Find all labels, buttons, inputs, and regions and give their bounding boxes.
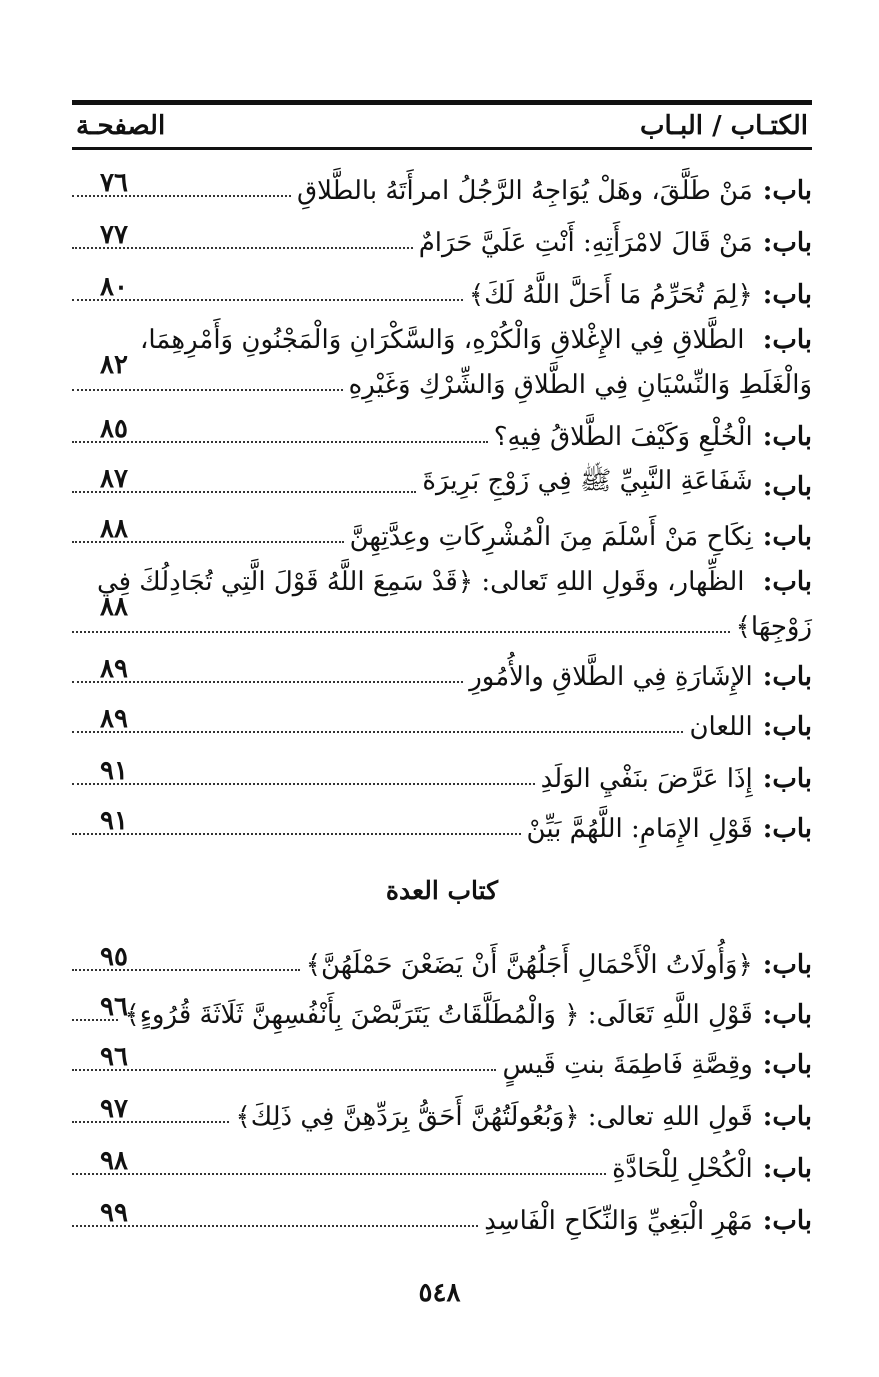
entry-page: ٨٩: [100, 654, 128, 684]
entry-page: ٧٧: [100, 220, 128, 250]
bab-label: باب:: [762, 764, 812, 794]
toc-entry: [72, 166, 812, 206]
bab-label: باب:: [762, 1206, 812, 1236]
bab-label: باب:: [762, 522, 812, 552]
bab-label: باب:: [762, 1154, 812, 1184]
toc-entry: [72, 754, 812, 794]
bab-label: باب:: [762, 814, 812, 844]
bab-label: باب:: [762, 176, 812, 206]
toc-entry: [72, 652, 812, 692]
entry-title: إِذَا عَرَّضَ بنَفْيِ الوَلَدِ: [540, 764, 753, 794]
entry-title: مَهْرِ الْبَغِيِّ وَالنِّكَاحِ الْفَاسِدِ: [484, 1206, 753, 1236]
toc-entry: [72, 1040, 812, 1080]
bab-label: باب:: [762, 472, 812, 502]
entry-title: ﴿وَأُولَاتُ الْأَحْمَالِ أَجَلُهُنَّ أَنْ يَضَعْنَ حَمْلَهُنَّ﴾: [305, 950, 753, 980]
entry-page: ٧٦: [100, 168, 128, 198]
entry-title: مَنْ طَلَّقَ، وهَلْ يُوَاجِهُ الرَّجُلُ امرأَتَهُ بالطَّلاقِ: [296, 176, 753, 206]
bab-label: باب:: [762, 280, 812, 310]
entry-title: قَوْلِ الإِمَامِ: اللَّهُمَّ بَيِّنْ: [526, 814, 753, 844]
entry-page: ٩٧: [100, 1094, 128, 1124]
section-title: كتاب العدة: [385, 876, 499, 905]
entry-title: قَولِ اللهِ تعالى: ﴿وَبُعُولَتُهُنَّ أَحَقُّ بِرَدِّهِنَّ فِي ذَلِكَ﴾: [235, 1102, 753, 1132]
toc-entry: [72, 270, 812, 310]
page-number: ٥٤٨: [418, 1278, 461, 1308]
bab-label: باب:: [762, 567, 812, 597]
toc-entry: [72, 562, 812, 642]
bab-label: باب:: [762, 1000, 812, 1030]
entry-page: ٨٩: [100, 704, 128, 734]
entry-title: ﴿لِمَ تُحَرِّمُ مَا أَحَلَّ اللَّهُ لَكَ﴾: [468, 280, 753, 310]
entry-page: ٨٢: [100, 350, 128, 380]
header-page: الصفحـة: [76, 111, 166, 141]
entry-title: نِكَاحِ مَنْ أَسْلَمَ مِنَ الْمُشْرِكَاتِ وعِدَّتِهِنَّ: [349, 522, 753, 552]
toc-entry: [72, 1144, 812, 1184]
bab-label: باب:: [762, 1050, 812, 1080]
toc-entry: [72, 1196, 812, 1236]
toc-entry: [72, 320, 812, 400]
toc-entry: [72, 1092, 812, 1132]
entry-title: الْكُحْلِ لِلْحَادَّةِ: [612, 1154, 753, 1184]
entry-title: الْخُلْعِ وَكَيْفَ الطَّلاقُ فِيهِ؟: [493, 422, 753, 452]
entry-title: قَوْلِ اللَّهِ تَعَالَى: ﴿ وَالْمُطَلَّقَاتُ يَتَرَبَّصْنَ بِأَنْفُسِهِنَّ ثَلَاثَةَ قُرُوءٍ﴾: [124, 1000, 753, 1030]
header-book-chapter: الكتـاب / البـاب: [640, 111, 808, 141]
dot-leader: [72, 731, 683, 733]
toc-entry: [72, 940, 812, 980]
dot-leader: [72, 631, 730, 633]
toc-entry: [72, 412, 812, 452]
entry-page: ٩١: [100, 756, 128, 786]
toc-entry: [72, 512, 812, 552]
bab-label: باب:: [762, 712, 812, 742]
entry-title: وقِصَّةِ فَاطِمَةَ بنتِ قَيسٍ: [502, 1050, 753, 1080]
toc-entry: [72, 218, 812, 258]
dot-leader: [72, 1173, 606, 1175]
dot-leader: [72, 389, 343, 391]
entry-title: مَنْ قَالَ لامْرَأَتِهِ: أَنْتِ عَلَيَّ حَرَامٌ: [418, 228, 753, 258]
bab-label: باب:: [762, 662, 812, 692]
entry-title: اللعان: [689, 712, 753, 742]
dot-leader: [72, 1121, 229, 1123]
entry-page: ٩٦: [100, 992, 128, 1022]
entry-page: ٩٨: [100, 1146, 128, 1176]
entry-title-line1: الظِّهار، وقَولِ اللهِ تَعالى: ﴿قَدْ سَمِعَ اللَّهُ قَوْلَ الَّتِي تُجَادِلُكَ فِي: [96, 567, 745, 597]
table-header: [72, 100, 812, 150]
entry-page: ٨٠: [100, 272, 128, 302]
toc-entry: [72, 702, 812, 742]
entry-page: ٩٦: [100, 1042, 128, 1072]
bab-label: باب:: [762, 950, 812, 980]
entry-title: وَالْغَلَطِ وَالنِّسْيَانِ فِي الطَّلاقِ وَالشِّرْكِ وَغَيْرِهِ: [348, 370, 812, 400]
toc-entry: [72, 462, 812, 502]
entry-title-line1: الطَّلاقِ فِي الإِغْلاقِ وَالْكُرْهِ، وَالسَّكْرَانِ وَالْمَجْنُونِ وَأَمْرِهِمَا،: [139, 325, 745, 355]
entry-page: ٩٩: [100, 1198, 128, 1228]
bab-label: باب:: [762, 422, 812, 452]
entry-page: ٨٥: [100, 414, 128, 444]
toc-entry: [72, 804, 812, 844]
bab-label: باب:: [762, 1102, 812, 1132]
entry-page: ٨٨: [100, 592, 128, 622]
entry-page: ٩١: [100, 806, 128, 836]
entry-title: الإِشَارَةِ فِي الطَّلاقِ والأُمُورِ: [469, 662, 753, 692]
entry-page: ٨٨: [100, 514, 128, 544]
entry-title: زَوْجِهَا﴾: [735, 612, 812, 642]
entry-page: ٨٧: [100, 464, 128, 494]
bab-label: باب:: [762, 228, 812, 258]
bab-label: باب:: [762, 325, 812, 355]
entry-title: شَفَاعَةِ النَّبِيِّ ﷺ فِي زَوْجِ بَرِيرَةَ: [422, 466, 753, 496]
entry-page: ٩٥: [100, 942, 128, 972]
toc-entry: [72, 990, 812, 1030]
